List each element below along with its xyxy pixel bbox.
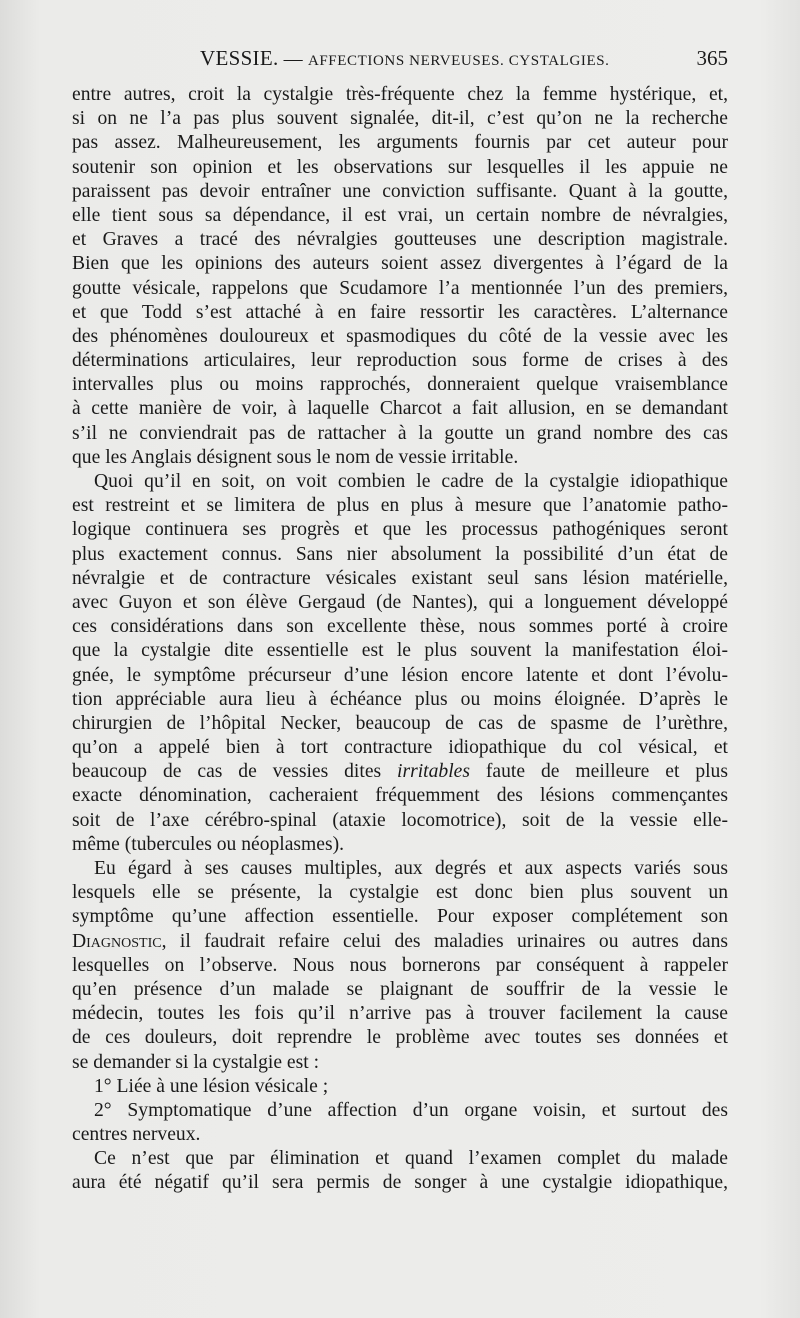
text-line: de ces douleurs, doit reprendre le problème avec toutes ses données et	[72, 1027, 728, 1049]
text-line: que la cystalgie dite essentielle est le plus souvent la manifestation éloi-	[72, 640, 728, 662]
text-line: soit de l’axe cérébro-spinal (ataxie locomotrice), soit de la vessie elle-	[72, 809, 728, 831]
text-line: et Graves a tracé des névralgies goutteuses une description magistrale.	[72, 229, 728, 251]
page-number: 365	[696, 46, 728, 70]
text-line: chirurgien de l’hôpital Necker, beaucoup de cas de spasme de l’urèthre,	[72, 712, 728, 734]
text-line: lesquelles on l’observe. Nous nous bornerons par conséquent à rappeler	[72, 954, 728, 976]
text-line: médecin, toutes les fois qu’il n’arrive pas à trouver facilement la cause	[72, 1003, 728, 1025]
text-line: si on ne l’a pas plus souvent signalée, dit-il, c’est qu’on ne la recherche	[72, 108, 728, 130]
header-title-dash: —	[278, 49, 308, 70]
header-title-sub: AFFECTIONS NERVEUSES. CYSTALGIES.	[307, 53, 610, 69]
text-line: névralgie et de contracture vésicales existant seul sans lésion matérielle,	[72, 567, 728, 589]
text-line: gnée, le symptôme précurseur d’une lésion encore latente et dont l’évolu-	[72, 664, 728, 686]
text-line: lesquels elle se présente, la cystalgie est donc bien plus souvent un	[72, 882, 728, 904]
text-line: plus exactement connus. Sans nier absolument la possibilité d’un état de	[72, 543, 728, 565]
text-line: intervalles plus ou moins rapprochés, donneraient quelque vraisemblance	[72, 374, 728, 396]
text-line: paraissent pas devoir entraîner une conviction suffisante. Quant à la goutte,	[72, 180, 728, 202]
text-line: exacte dénomination, cacheraient fréquemment des lésions commençantes	[72, 785, 728, 807]
text-segment: beaucoup de cas de vessies dites	[72, 761, 398, 783]
running-head-title	[200, 46, 610, 71]
text-line: logique continuera ses progrès et que les processus pathogéniques seront	[72, 519, 728, 541]
text-line: soutenir son opinion et les observations sur lesquelles il les appuie ne	[72, 156, 728, 178]
text-line: aura été négatif qu’il sera permis de songer à une cystalgie idiopathique,	[72, 1172, 728, 1194]
text-line: des phénomènes douloureux et spasmodiques du côté de la vessie avec les	[72, 325, 728, 347]
text-line: qu’on a appelé bien à tort contracture idiopathique du col vésical, et	[72, 737, 728, 759]
text-line	[72, 930, 728, 954]
text-line: entre autres, croit la cystalgie très-fréquente chez la femme hystérique, et,	[72, 84, 728, 105]
text-line: goutte vésicale, rappelons que Scudamore l’a mentionnée l’un des premiers,	[72, 277, 728, 299]
text-line: Ce n’est que par élimination et quand l’examen complet du malade	[94, 1148, 728, 1170]
text-line: se demander si la cystalgie est :	[72, 1051, 320, 1073]
text-line: pas assez. Malheureusement, les arguments fournis par cet auteur pour	[72, 132, 728, 154]
text-line: 2° Symptomatique d’une affection d’un organe voisin, et surtout des	[94, 1099, 728, 1121]
text-line	[72, 760, 728, 784]
text-segment: faute de meilleure et plus	[470, 761, 728, 783]
text-line: avec Guyon et son élève Gergaud (de Nantes), qui a longuement développé	[72, 591, 728, 613]
text-line: 1° Liée à une lésion vésicale ;	[94, 1075, 329, 1097]
text-line: Eu égard à ses causes multiples, aux degrés et aux aspects variés sous	[94, 858, 728, 879]
italic-term: irritables	[397, 761, 470, 783]
text-line: Bien que les opinions des auteurs soient assez divergentes à l’égard de la	[72, 253, 728, 275]
text-line: même (tubercules ou néoplasmes).	[72, 833, 345, 855]
text-line: que les Anglais désignent sous le nom de vessie irritable.	[72, 446, 519, 468]
running-header	[72, 44, 728, 74]
text-line: centres nerveux.	[72, 1124, 201, 1146]
text-line: est restreint et se limitera de plus en plus à mesure que l’anatomie patho-	[72, 495, 728, 517]
text-line: tion appréciable aura lieu à échéance plus ou moins éloignée. D’après le	[72, 688, 728, 710]
body-text	[72, 83, 728, 1196]
text-line: à cette manière de voir, à laquelle Charcot a fait allusion, en se demandant	[72, 398, 728, 420]
small-caps-term: Diagnostic	[72, 930, 162, 952]
text-line: elle tient sous sa dépendance, il est vrai, un certain nombre de névralgies,	[72, 204, 728, 226]
header-title-main: VESSIE.	[200, 46, 279, 70]
text-line: qu’en présence d’un malade se plaignant de souffrir de la vessie le	[72, 978, 728, 1000]
text-line: symptôme qu’une affection essentielle. Pour exposer complétement son	[72, 906, 728, 928]
text-line: et que Todd s’est attaché à en faire ressortir les caractères. L’alternance	[72, 301, 728, 323]
text-line: s’il ne conviendrait pas de rattacher à la goutte un grand nombre des cas	[72, 422, 728, 444]
text-line: Quoi qu’il en soit, on voit combien le cadre de la cystalgie idiopathique	[94, 471, 728, 492]
text-line: ces considérations dans son excellente thèse, nous sommes porté à croire	[72, 616, 728, 638]
text-segment: , il faudrait refaire celui des maladies urinaires ou autres dans	[161, 930, 728, 952]
text-line: déterminations articulaires, leur reproduction sous forme de crises à des	[72, 350, 728, 372]
